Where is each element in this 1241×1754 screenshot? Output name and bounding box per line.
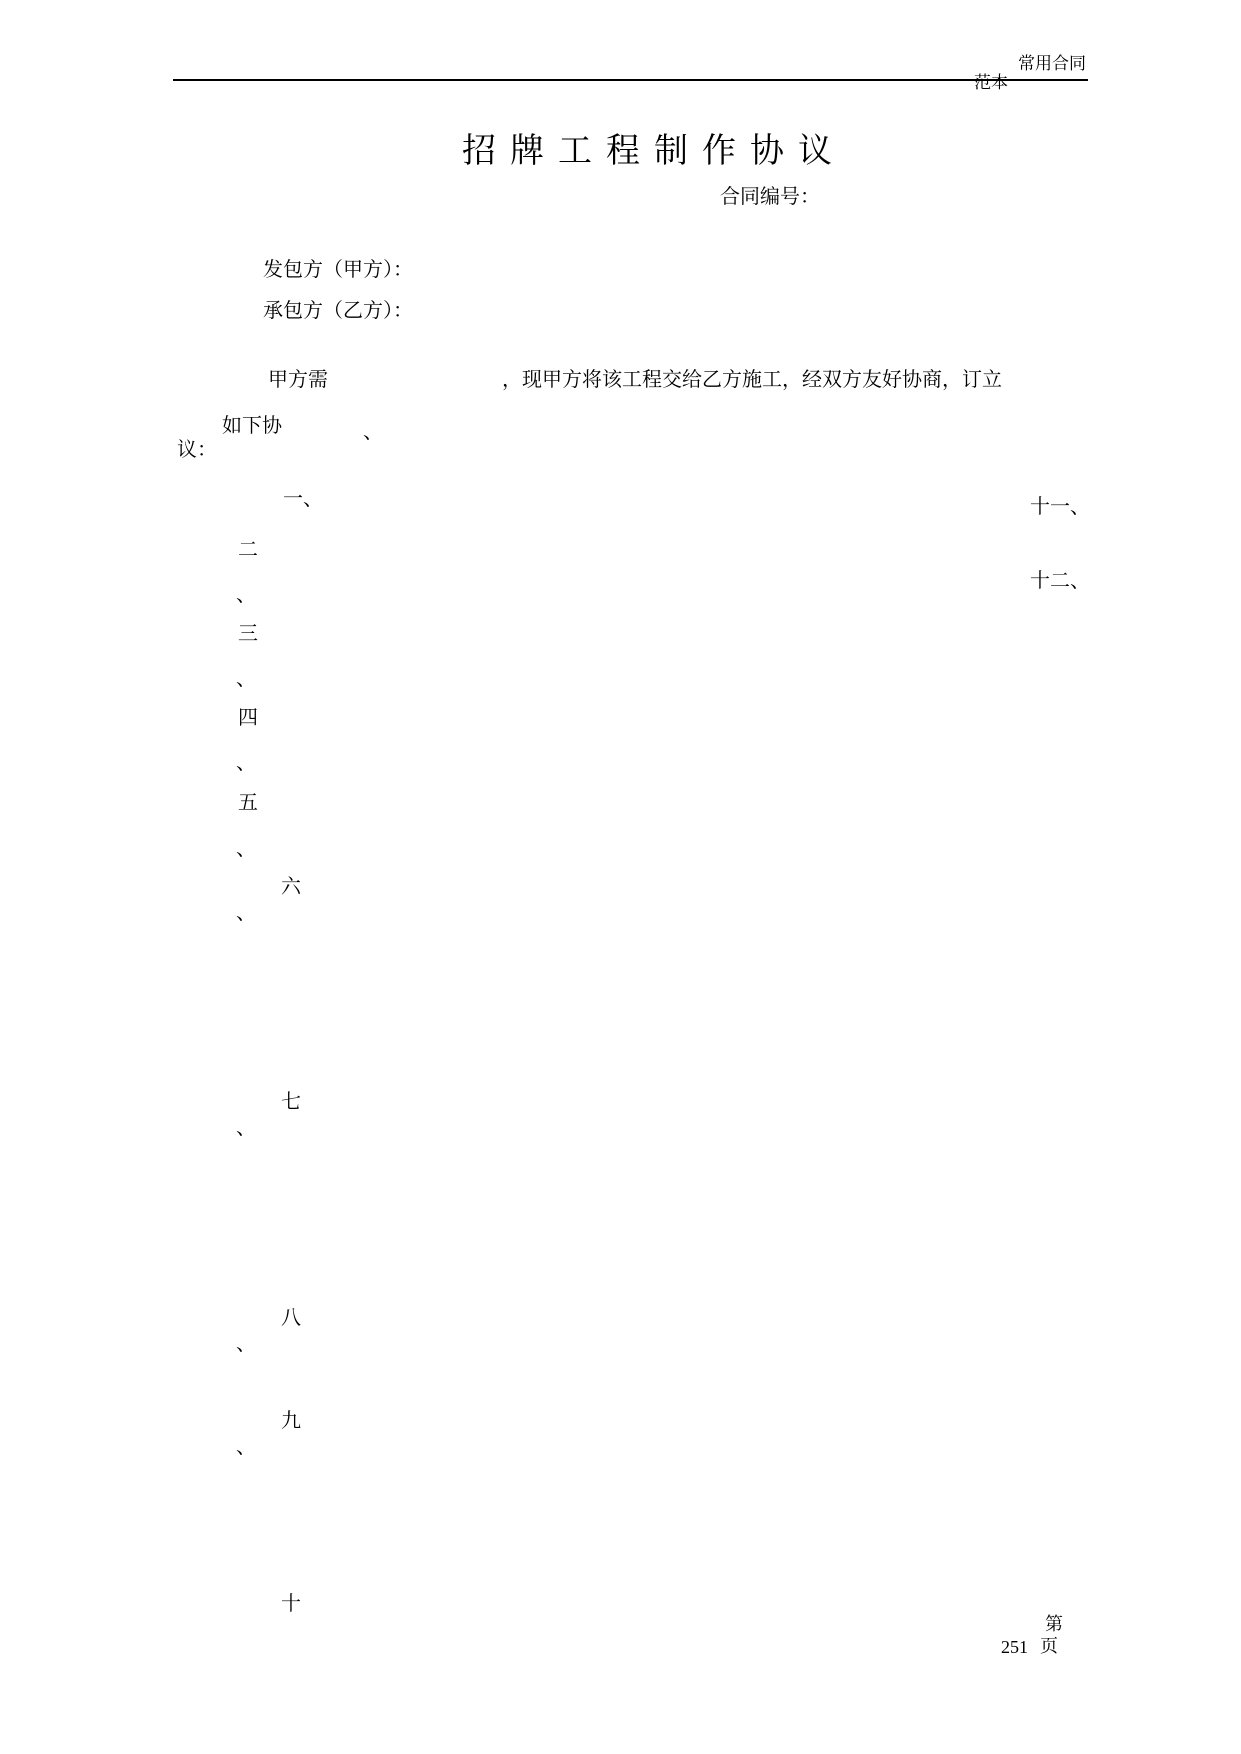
clause-8-number: 八	[281, 1305, 301, 1329]
party-a-label: 发包方（甲方）：	[263, 257, 413, 281]
clause-3-number: 三	[238, 621, 258, 645]
intro-part3: 如下协	[222, 413, 282, 437]
clause-2-mark: 、	[236, 582, 256, 606]
clause-8-mark: 、	[236, 1331, 256, 1355]
header-category-line1: 常用合同	[1018, 54, 1086, 74]
clause-1-number: 一、	[283, 486, 323, 510]
clause-4-number: 四	[238, 705, 258, 729]
clause-3-mark: 、	[236, 666, 256, 690]
intro-part2: ，现甲方将该工程交给乙方施工，经双方友好协商，订立	[502, 367, 1002, 391]
document-title: 招牌工程制作协议	[462, 131, 846, 171]
intro-part5: 议：	[177, 437, 217, 461]
contract-number-label: 合同编号：	[720, 184, 820, 208]
clause-7-mark: 、	[236, 1115, 256, 1139]
page-label-top: 第	[1045, 1614, 1063, 1635]
intro-part4: 、	[363, 419, 383, 443]
intro-part1: 甲方需	[268, 367, 328, 391]
clause-6-number: 六	[281, 874, 301, 898]
clause-10-number: 十	[281, 1591, 301, 1615]
party-b-label: 承包方（乙方）：	[263, 298, 413, 322]
clause-5-number: 五	[238, 790, 258, 814]
page-label-bottom: 页	[1040, 1636, 1058, 1657]
clause-4-mark: 、	[236, 750, 256, 774]
clause-7-number: 七	[281, 1089, 301, 1113]
header-category-line2: 范本	[974, 73, 1008, 93]
clause-9-number: 九	[281, 1408, 301, 1432]
header-divider	[173, 79, 1088, 81]
clause-12-number: 十二、	[1030, 568, 1090, 592]
clause-5-mark: 、	[236, 836, 256, 860]
clause-11-number: 十一、	[1030, 494, 1090, 518]
clause-6-mark: 、	[236, 900, 256, 924]
clause-9-mark: 、	[236, 1434, 256, 1458]
page-number: 251	[1001, 1637, 1028, 1657]
clause-2-number: 二	[238, 537, 258, 561]
